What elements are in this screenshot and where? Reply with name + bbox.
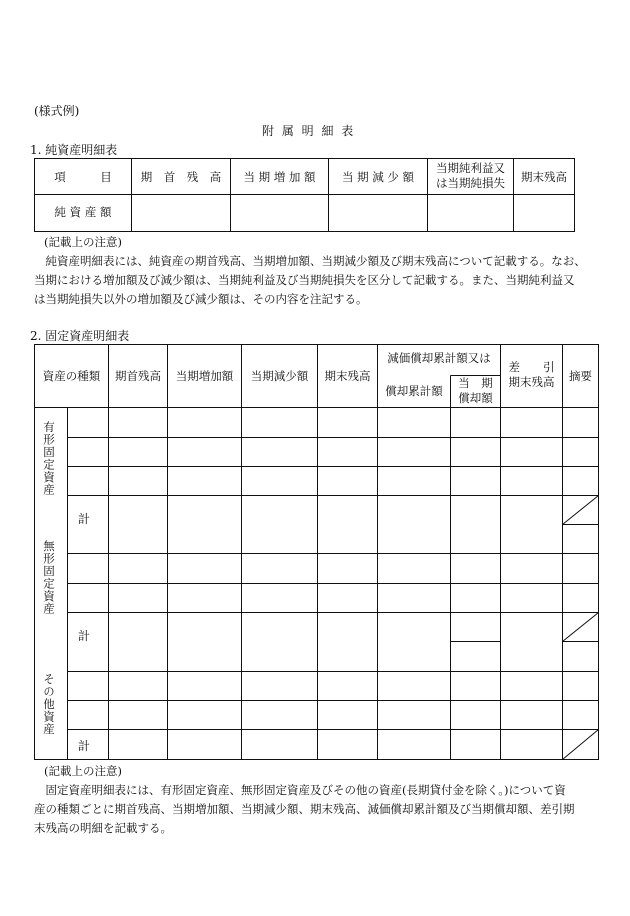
page-title: 附 属 明 細 表 [262, 124, 356, 138]
col-asset-type-header: 資産の種類 [42, 369, 101, 383]
net-assets-row-label: 純 資 産 額 [54, 205, 112, 219]
section1-note-line: は当期純損失以外の増加額及び減少額は、その内容を注記する。 [34, 292, 368, 306]
intangible-subtotal-label: 計 [78, 629, 91, 643]
section1-heading: 1. 純資産明細表 [30, 143, 118, 157]
col-increase-header: 当期増加額 [175, 369, 234, 383]
col-net-income-line2: は当期純損失 [436, 176, 505, 190]
section1-note-line: 純資産明細表には、純資産の期首残高、当期増加額、当期減少額及び期末残高について記載する。なお、 [34, 254, 586, 268]
col-cumulative-depreciation-header: 償却累計額 [385, 384, 443, 398]
group-other-label: その他資産 [42, 673, 56, 736]
group-tangible-label: 有形固定資産 [42, 421, 56, 496]
col-increase-header: 当 期 増 加 額 [243, 170, 316, 184]
col-net-income-header [428, 161, 513, 191]
sample-label: (様式例) [34, 104, 80, 118]
col-decrease-header: 当 期 減 少 額 [341, 170, 415, 184]
other-subtotal-label: 計 [78, 739, 91, 753]
col-net-closing-line1: 差 引 [508, 360, 555, 374]
col-net-closing-line2: 期末残高 [508, 375, 555, 389]
fixed-assets-table-grid [35, 345, 599, 760]
tangible-subtotal-label: 計 [78, 512, 91, 526]
col-remarks-header: 摘要 [569, 369, 592, 383]
col-net-closing-header [501, 360, 562, 390]
col-depreciation-header: 減価償却累計額又は [387, 351, 491, 365]
col-closing-header: 期末残高 [324, 369, 371, 383]
section2-notes-heading: (記載上の注意) [44, 764, 122, 778]
col-net-income-line1: 当期純利益又 [436, 161, 505, 175]
col-current-depreciation-header [451, 376, 500, 406]
col-closing-header: 期末残高 [521, 170, 567, 184]
section2-note-line: 末残高の明細を記載する。 [34, 821, 172, 835]
section2-note-line: 産の種類ごとに期首残高、当期増加額、当期減少額、期末残高、減価償却累計額及び当期償却額、差引期 [34, 802, 575, 816]
col-current-depreciation-line2: 償却額 [458, 391, 493, 405]
col-decrease-header: 当期減少額 [250, 369, 309, 383]
section2-heading: 2. 固定資産明細表 [30, 329, 130, 343]
col-opening-header: 期首残高 [115, 369, 161, 383]
col-item-header: 項 目 [54, 170, 112, 184]
section2-note-line: 固定資産明細表には、有形固定資産、無形固定資産及びその他の資産(長期貸付金を除く。)について資 [34, 783, 566, 797]
col-current-depreciation-line1: 当 期 [458, 376, 493, 390]
section1-notes-heading: (記載上の注意) [44, 235, 122, 249]
col-opening-header: 期 首 残 高 [140, 170, 222, 184]
group-intangible-label: 無形固定資産 [42, 540, 56, 615]
section1-note-line: 当期における増加額及び減少額は、当期純利益及び当期純損失を区分して記載する。また、当期純利益又 [34, 273, 575, 287]
